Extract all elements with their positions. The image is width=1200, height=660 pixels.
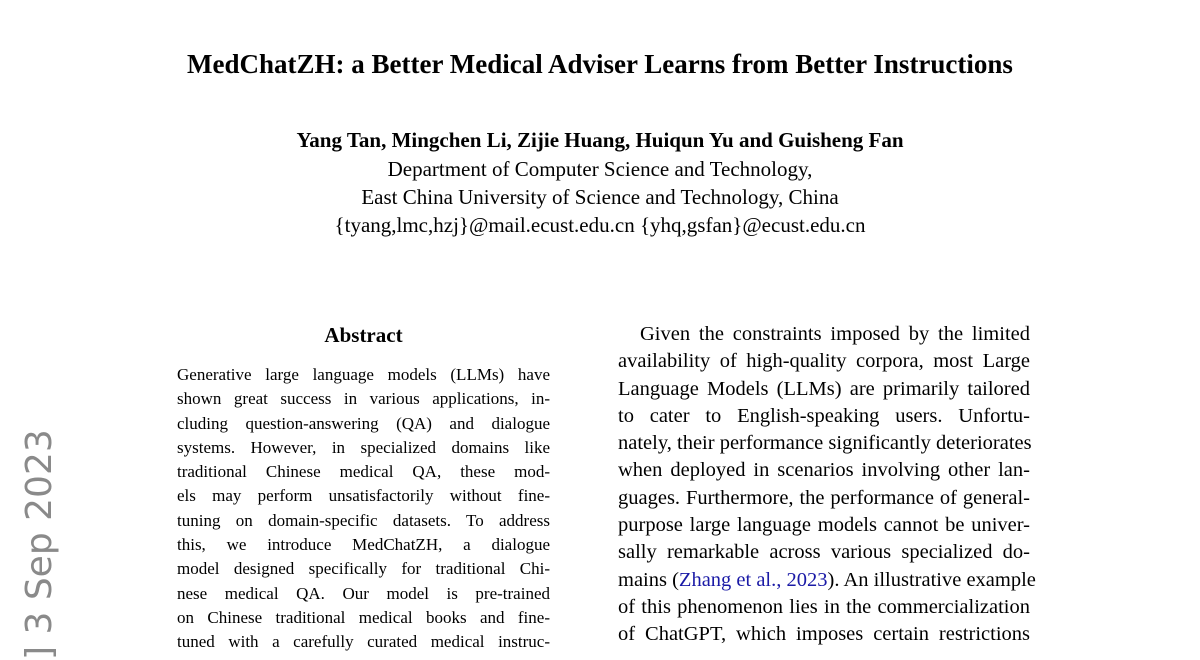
affiliation-university: East China University of Science and Technology, China xyxy=(361,185,839,209)
arxiv-date-stamp: ] 3 Sep 2023 xyxy=(19,429,60,660)
citation-link[interactable]: Zhang et al., 2023 xyxy=(678,568,828,591)
abstract-line: nese medical QA. Our model is pre-trained xyxy=(177,583,550,603)
body-line: guages. Furthermore, the performance of general- xyxy=(618,486,1030,509)
abstract-line: traditional Chinese medical QA, these mod- xyxy=(177,462,550,482)
abstract-line: systems. However, in specialized domains like xyxy=(177,437,550,457)
abstract-line: cluding question-answering (QA) and dialogue xyxy=(177,413,550,433)
citation-suffix: ). An illustrative example xyxy=(827,568,1036,591)
introduction-text xyxy=(618,321,1036,649)
abstract-line: on Chinese traditional medical books and fine- xyxy=(177,607,550,627)
body-line: of this phenomenon lies in the commercialization xyxy=(618,595,1030,618)
body-line: when deployed in scenarios involving other lan- xyxy=(618,459,1030,482)
abstract-line: this, we introduce MedChatZH, a dialogue xyxy=(177,535,550,555)
abstract-line: els may perform unsatisfactorily without fine- xyxy=(177,486,550,506)
abstract-line: Generative large language models (LLMs) have xyxy=(177,365,550,384)
body-line: Given the constraints imposed by the limited xyxy=(640,323,1030,345)
body-line: sally remarkable across various specialized do- xyxy=(618,541,1030,564)
body-line: of ChatGPT, which imposes certain restrictions xyxy=(618,623,1030,646)
abstract-line: tuned with a carefully curated medical instruc- xyxy=(177,632,550,652)
citation-prefix: mains ( xyxy=(618,568,679,591)
abstract-line: tuning on domain-specific datasets. To address xyxy=(177,510,550,530)
body-line: purpose large language models cannot be univer- xyxy=(618,514,1030,537)
abstract-heading: Abstract xyxy=(324,323,403,347)
body-line: Language Models (LLMs) are primarily tailored xyxy=(618,377,1030,400)
body-line-with-citation xyxy=(618,567,1036,594)
abstract-text xyxy=(177,363,550,655)
paper-title: MedChatZH: a Better Medical Adviser Learns from Better Instructions xyxy=(187,49,1013,79)
author-block xyxy=(0,125,1200,239)
body-line: nately, their performance significantly deteriorates xyxy=(618,432,1032,455)
body-line: availability of high-quality corpora, most Large xyxy=(618,350,1030,373)
abstract-line: shown great success in various applications, in- xyxy=(177,389,550,409)
author-names: Yang Tan, Mingchen Li, Zijie Huang, Huiqun Yu and Guisheng Fan xyxy=(296,128,904,152)
body-line: to cater to English-speaking users. Unfortu- xyxy=(618,404,1030,427)
abstract-line: model designed specifically for traditional Chi- xyxy=(177,559,550,579)
affiliation-department: Department of Computer Science and Technology, xyxy=(387,157,813,181)
author-emails: {tyang,lmc,hzj}@mail.ecust.edu.cn {yhq,gsfan}@ecust.edu.cn xyxy=(334,213,866,237)
